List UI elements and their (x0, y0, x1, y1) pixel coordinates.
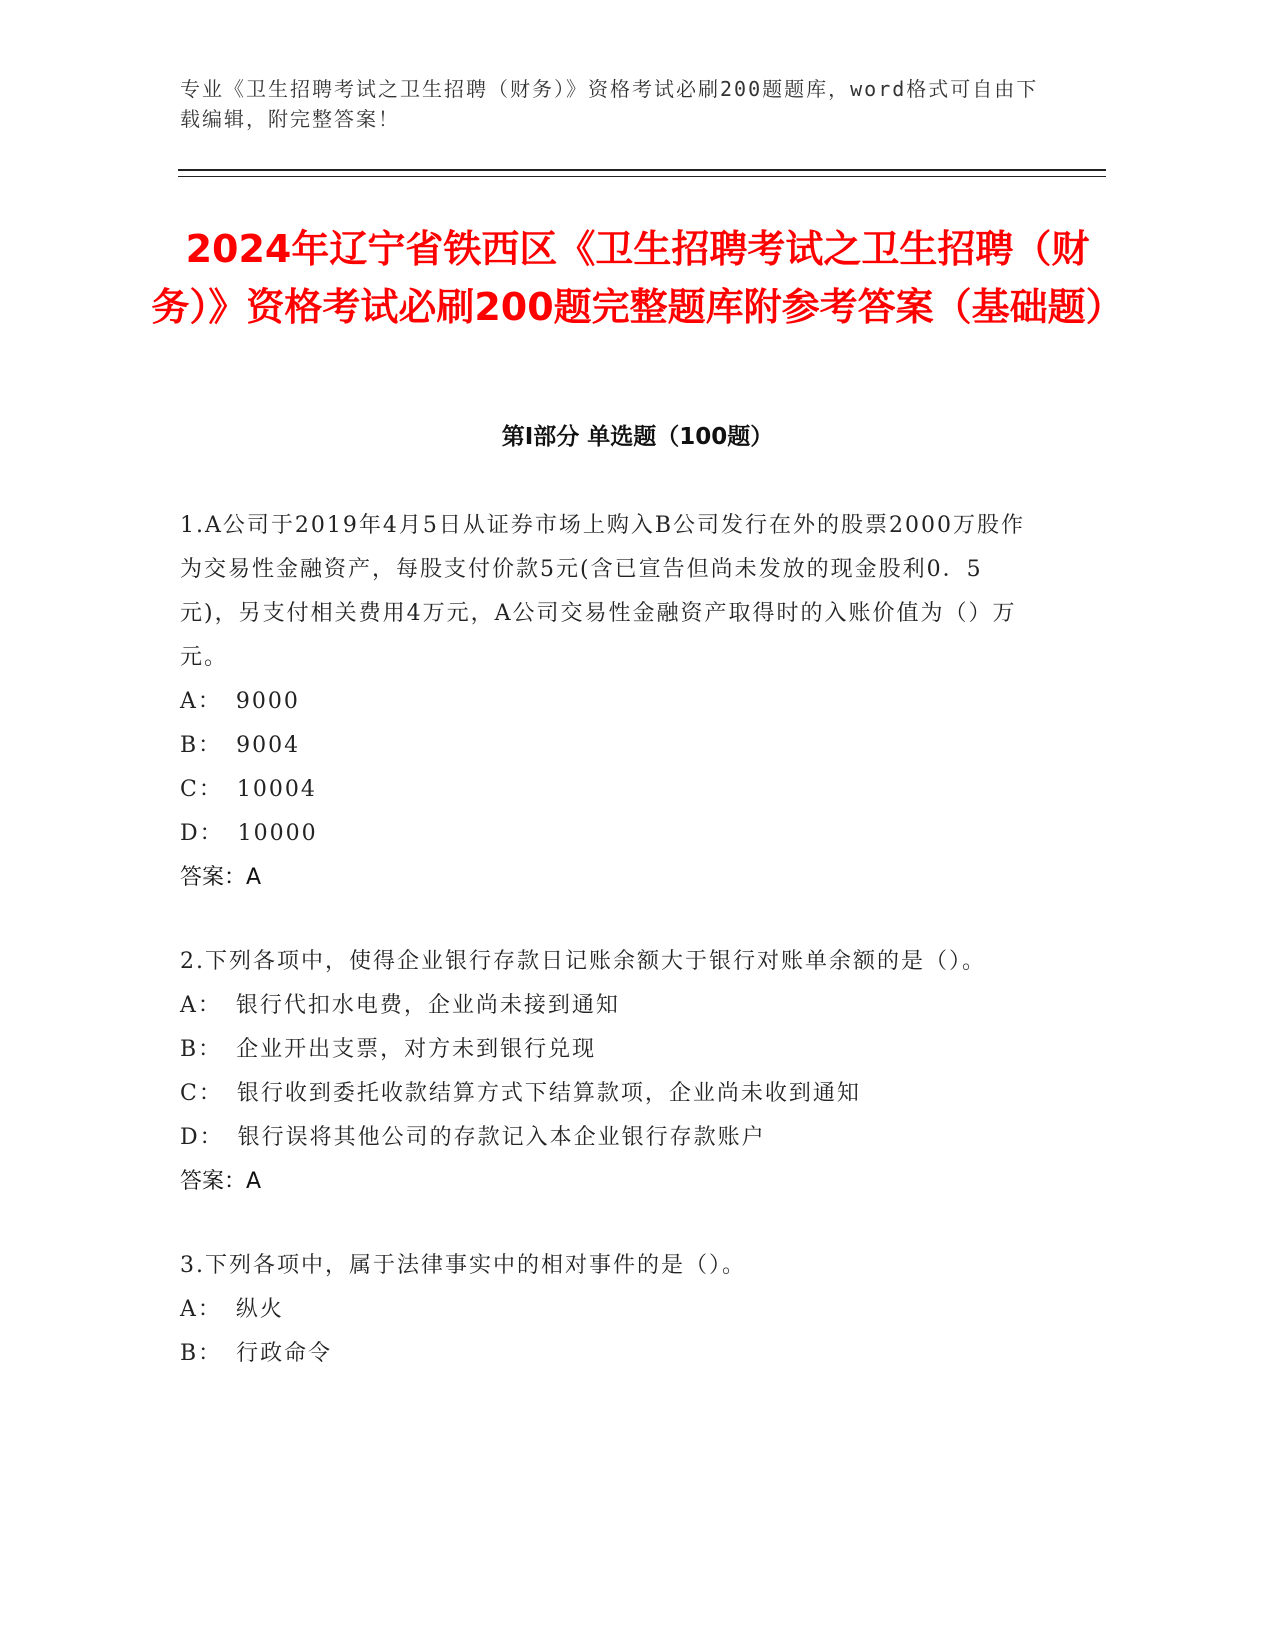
option-letter: D： (180, 1125, 224, 1150)
option-b (180, 1332, 1040, 1376)
option-a (180, 680, 1040, 724)
option-text: 纵火 (235, 1297, 284, 1322)
option-letter: A： (180, 689, 222, 714)
option-text: 10000 (237, 821, 318, 846)
header-divider-thick (178, 169, 1106, 171)
option-text: 银行收到委托收款结算方式下结算款项，企业尚未收到通知 (236, 1081, 861, 1106)
option-letter: D： (180, 821, 224, 846)
option-b (180, 1028, 1040, 1072)
answer-line: 答案：A (180, 1169, 262, 1194)
option-letter: A： (180, 1297, 222, 1322)
option-d (180, 1116, 1040, 1160)
question-1 (180, 504, 1040, 900)
option-a (180, 1288, 1040, 1332)
option-text: 行政命令 (236, 1341, 333, 1366)
header-divider-thin (178, 176, 1106, 177)
option-a (180, 984, 1040, 1028)
question-list (180, 504, 1040, 1416)
option-text: 9004 (236, 733, 301, 758)
option-letter: C： (180, 1081, 223, 1106)
option-b (180, 724, 1040, 768)
option-letter: B： (180, 1037, 223, 1062)
question-3 (180, 1244, 1040, 1376)
section-heading: 第Ⅰ部分 单选题（100题） (501, 424, 774, 450)
option-letter: A： (180, 993, 222, 1018)
question-stem: 3.下列各项中，属于法律事实中的相对事件的是（）。 (180, 1253, 746, 1278)
option-text: 银行误将其他公司的存款记入本企业银行存款账户 (237, 1125, 766, 1150)
option-letter: C： (180, 777, 223, 802)
option-text: 9000 (235, 689, 300, 714)
question-2 (180, 940, 1040, 1204)
question-stem: 1.A公司于2019年4月5日从证券市场上购入B公司发行在外的股票2000万股作为交易性金融资产，每股支付价款5元(含已宣告但尚未发放的现金股利0．5元)，另支付相关费用4万元，A公司交易性金融资产取得时的入账价值为（）万元。 (180, 513, 1026, 670)
option-letter: B： (180, 1341, 223, 1366)
option-c (180, 1072, 1040, 1116)
option-text: 银行代扣水电费，企业尚未接到通知 (235, 993, 620, 1018)
answer-line: 答案：A (180, 865, 262, 890)
option-c (180, 768, 1040, 812)
document-title: 2024年辽宁省铁西区《卫生招聘考试之卫生招聘（财务）》资格考试必刷200题完整题库附参考答案（基础题） (151, 227, 1124, 329)
option-d (180, 812, 1040, 856)
option-text: 10004 (236, 777, 317, 802)
document-header-note: 专业《卫生招聘考试之卫生招聘（财务）》资格考试必刷200题题库，word格式可自由下载编辑，附完整答案！ (180, 77, 1039, 131)
option-letter: B： (180, 733, 223, 758)
option-text: 企业开出支票，对方未到银行兑现 (236, 1037, 597, 1062)
question-stem: 2.下列各项中，使得企业银行存款日记账余额大于银行对账单余额的是（）。 (180, 949, 986, 974)
